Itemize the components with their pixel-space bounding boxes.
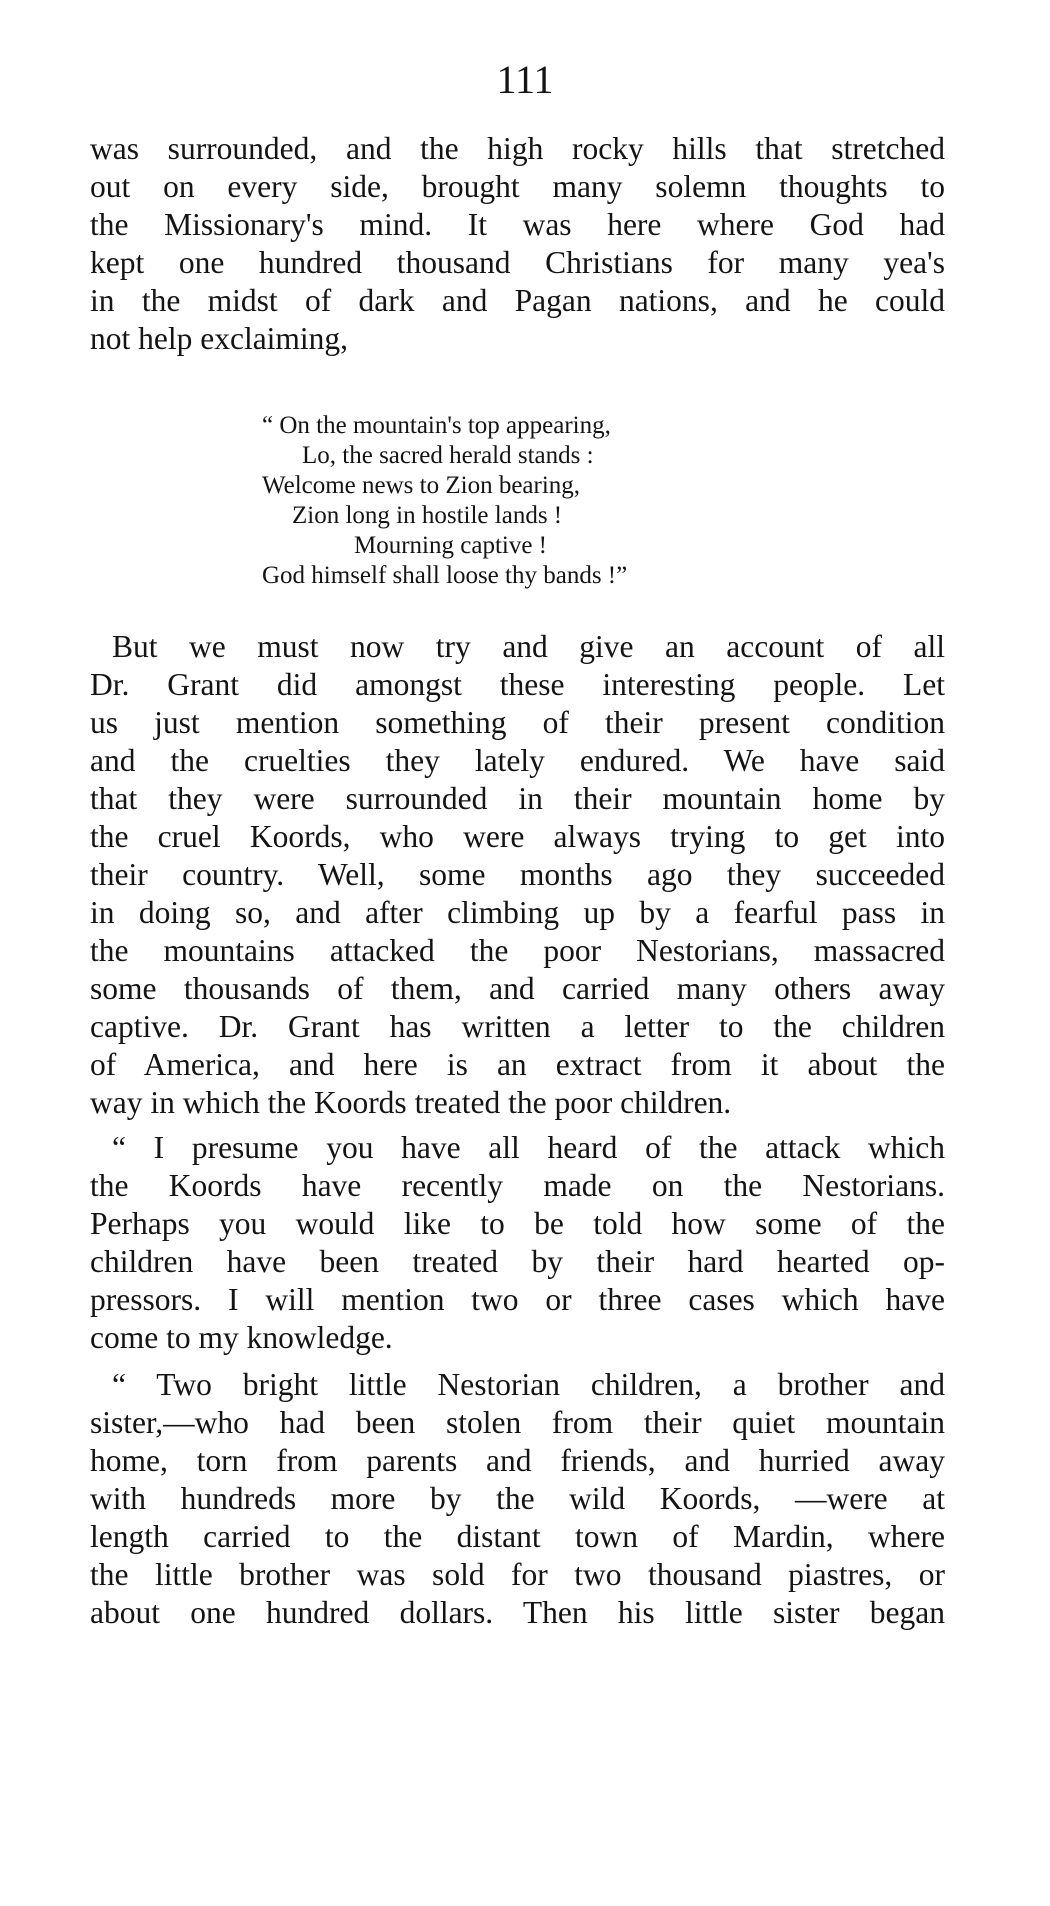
text-line: in doing so, and after climbing up by a fearful pass in bbox=[90, 895, 945, 930]
text-line: pressors. I will mention two or three cases which have bbox=[90, 1282, 945, 1317]
text-line: some thousands of them, and carried many others away bbox=[90, 971, 945, 1006]
text-line: But we must now try and give an account of all bbox=[112, 629, 945, 664]
text-line: in the midst of dark and Pagan nations, and he could bbox=[90, 283, 945, 318]
text-line: was surrounded, and the high rocky hills that stretched bbox=[90, 131, 945, 166]
paragraph-3 bbox=[90, 1129, 945, 1357]
text-line: captive. Dr. Grant has written a letter to the children bbox=[90, 1009, 945, 1044]
paragraph-4 bbox=[90, 1366, 945, 1632]
text-line: Perhaps you would like to be told how some of the bbox=[90, 1206, 945, 1241]
text-line: not help exclaiming, bbox=[90, 321, 349, 356]
text-line: “ Two bright little Nestorian children, a brother and bbox=[112, 1367, 945, 1402]
text-line: come to my knowledge. bbox=[90, 1320, 393, 1355]
text-line: the cruel Koords, who were always trying to get into bbox=[90, 819, 945, 854]
verse-line: “ On the mountain's top appearing, bbox=[262, 412, 611, 439]
text-line: of America, and here is an extract from it about the bbox=[90, 1047, 945, 1082]
verse-line: God himself shall loose thy bands !” bbox=[262, 562, 628, 589]
paragraph-1 bbox=[90, 130, 945, 358]
page-number: 111 bbox=[496, 57, 554, 102]
text-line: “ I presume you have all heard of the attack which bbox=[112, 1130, 945, 1165]
paragraph-2 bbox=[90, 628, 945, 1122]
text-line: the mountains attacked the poor Nestorians, massacred bbox=[90, 933, 945, 968]
text-line: sister,—who had been stolen from their quiet mountain bbox=[90, 1405, 945, 1440]
text-line: that they were surrounded in their mountain home by bbox=[90, 781, 945, 816]
text-line: the Missionary's mind. It was here where God had bbox=[90, 207, 945, 242]
text-line: the Koords have recently made on the Nestorians. bbox=[90, 1168, 945, 1203]
text-line: and the cruelties they lately endured. We have said bbox=[90, 743, 945, 778]
text-line: Dr. Grant did amongst these interesting people. Let bbox=[90, 667, 945, 702]
text-line: way in which the Koords treated the poor children. bbox=[90, 1085, 732, 1120]
text-line: length carried to the distant town of Mardin, where bbox=[90, 1519, 945, 1554]
verse-line: Welcome news to Zion bearing, bbox=[262, 472, 581, 499]
verse-line: Lo, the sacred herald stands : bbox=[302, 442, 594, 469]
text-line: with hundreds more by the wild Koords, —were at bbox=[90, 1481, 945, 1516]
verse-line: Zion long in hostile lands ! bbox=[292, 502, 563, 529]
text-line: children have been treated by their hard hearted op- bbox=[90, 1244, 945, 1279]
verse-line: Mourning captive ! bbox=[354, 532, 548, 559]
text-line: kept one hundred thousand Christians for many yea's bbox=[90, 245, 945, 280]
text-line: about one hundred dollars. Then his little sister began bbox=[90, 1595, 945, 1630]
hymn-verse bbox=[262, 411, 732, 591]
text-line: out on every side, brought many solemn thoughts to bbox=[90, 169, 945, 204]
text-line: home, torn from parents and friends, and hurried away bbox=[90, 1443, 945, 1478]
text-line: us just mention something of their present condition bbox=[90, 705, 945, 740]
text-line: the little brother was sold for two thousand piastres, or bbox=[90, 1557, 945, 1592]
text-line: their country. Well, some months ago they succeeded bbox=[90, 857, 945, 892]
